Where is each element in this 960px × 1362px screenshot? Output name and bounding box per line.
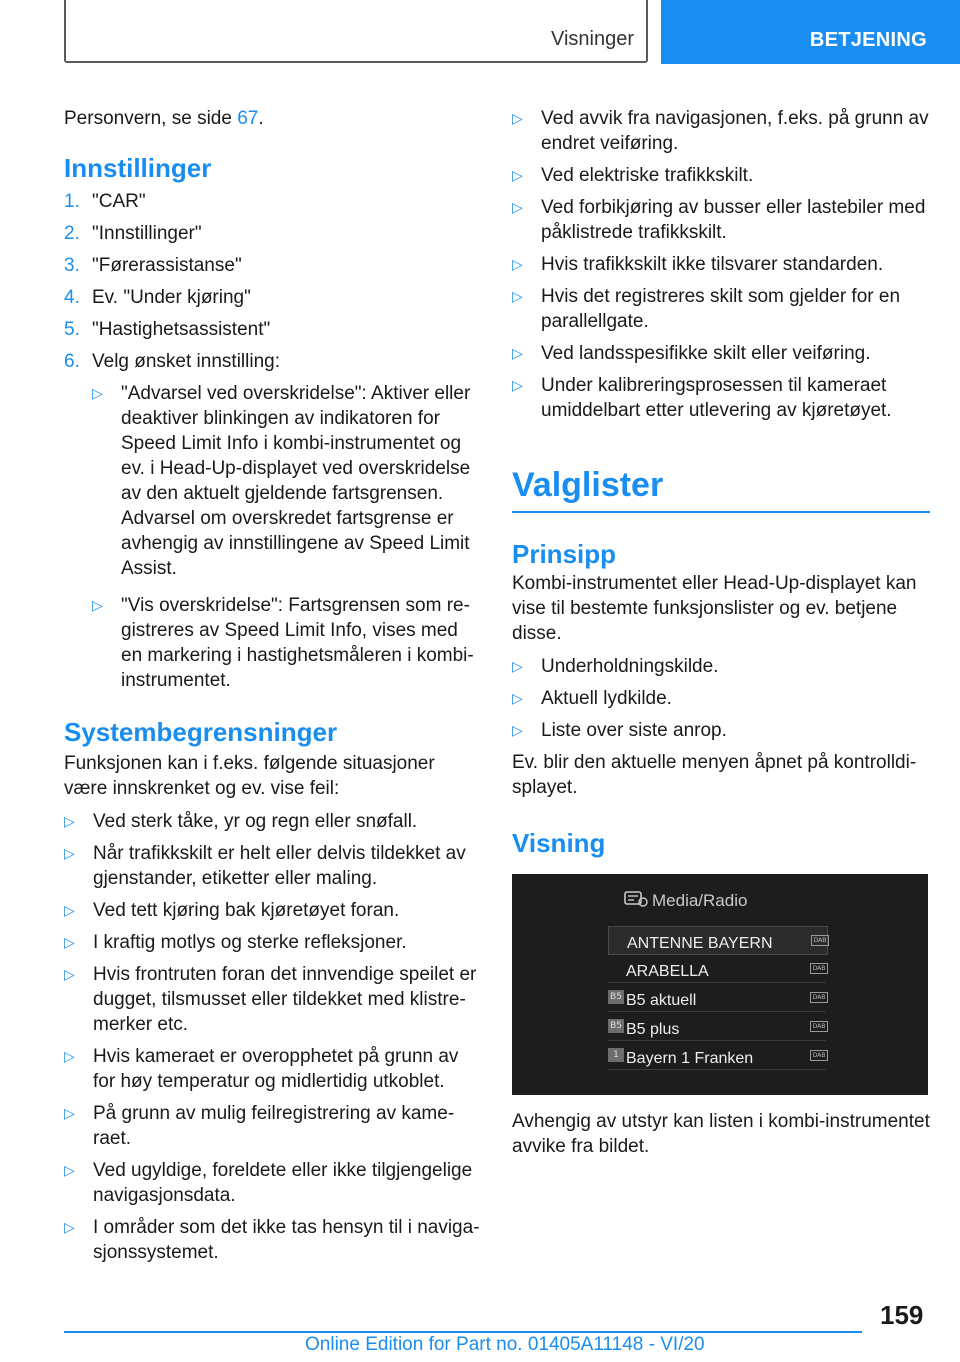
step-item (64, 285, 480, 310)
station-label: B5 plus (626, 1021, 680, 1038)
step-text: "CAR" (92, 191, 146, 212)
station-label: Bayern 1 Franken (626, 1050, 754, 1067)
principle-text: Kombi-instrumentet eller Head-Up-displayet kan vise til bestemte funksjonslister og ev. betjene disse. (512, 573, 917, 644)
principle-note: Ev. blir den aktuelle menyen åpnet på kontrolldisplayet. (512, 752, 917, 798)
triangle-bullet-icon: ▷ (92, 597, 103, 613)
triangle-bullet-icon: ▷ (64, 1162, 75, 1178)
limit-text: Hvis kameraet er overopphetet på grunn av for høy temperatur og midlertidig utkoblet. (93, 1046, 459, 1092)
limit-text: Ved elektriske trafikkskilt. (541, 165, 754, 186)
dab-badge: DAB (811, 935, 829, 946)
option-text: "Vis overskridelse": Fartsgrensen som registreres av Speed Limit Info, vises med en markering i hastighetsmåleren i kombiinstrumentet. (121, 595, 474, 691)
limit-text: Ved sterk tåke, yr og regn eller snøfall. (93, 811, 418, 832)
dab-badge: DAB (810, 963, 828, 974)
dab-badge: DAB (810, 992, 828, 1003)
limit-text: På grunn av mulig feilregistrering av kameraet. (93, 1103, 455, 1149)
step-item (64, 221, 480, 246)
triangle-bullet-icon: ▷ (512, 256, 523, 272)
option-list (64, 381, 480, 693)
step-number: 1. (64, 191, 80, 212)
step-text: "Hastighetsassistent" (92, 319, 271, 340)
limit-text: Ved forbikjøring av busser eller lastebiler med påklistrede trafikkskilt. (541, 197, 926, 243)
station-logo: B5 (608, 990, 624, 1004)
station-row[interactable] (608, 955, 826, 983)
limit-text: Ved avvik fra navigasjonen, f.eks. på grunn av endret veiføring. (541, 108, 929, 154)
list-item (64, 809, 480, 834)
limit-text: Hvis frontruten foran det innvendige speilet er dugget, tilsmusset eller tildekket med klistremerker etc. (93, 964, 477, 1035)
list-item (64, 898, 480, 923)
list-item (512, 373, 930, 423)
step-item (64, 349, 480, 374)
media-radio-icon (624, 888, 648, 908)
limit-text: Ved ugyldige, foreldete eller ikke tilgjengelige navigasjonsdata. (93, 1160, 473, 1206)
triangle-bullet-icon: ▷ (92, 385, 103, 401)
limit-text: Ved landsspesifikke skilt eller veiføring. (541, 343, 871, 364)
station-logo: B5 (608, 1019, 624, 1033)
list-item (512, 163, 930, 188)
screen-title: Media/Radio (652, 891, 748, 910)
step-number: 6. (64, 351, 80, 372)
triangle-bullet-icon: ▷ (64, 934, 75, 950)
edition-text: Online Edition for Part no. 01405A11148 - VI/20 (305, 1334, 705, 1355)
station-row[interactable] (608, 1013, 826, 1041)
dab-badge: DAB (810, 1021, 828, 1032)
settings-heading: Innstillinger (64, 153, 212, 183)
step-number: 3. (64, 255, 80, 276)
option-text: "Advarsel ved overskridelse": Aktiver eller deaktiver blinkingen av indikatoren for Speed Limit Info i kombi-instrumentet og ev. i Head-Up-displayet ved overskridelse av den aktuelt gjeldende fartsgrensen. Advarsel om overskredet fartsgrense er avhengig av innstillingene av Speed Limit Assist. (121, 383, 471, 579)
list-item (64, 930, 480, 955)
step-number: 2. (64, 223, 80, 244)
page-link[interactable]: 67 (237, 108, 259, 129)
station-row[interactable] (608, 984, 826, 1012)
triangle-bullet-icon: ▷ (512, 110, 523, 126)
station-row[interactable] (608, 1042, 826, 1070)
step-item (64, 317, 480, 342)
station-label: ANTENNE BAYERN (627, 935, 773, 952)
step-text: "Førerassistanse" (92, 255, 242, 276)
limits-list (64, 809, 480, 1265)
left-column (64, 100, 480, 1272)
triangle-bullet-icon: ▷ (512, 722, 523, 738)
intro-text (64, 106, 480, 131)
list-item (512, 284, 930, 334)
station-label: ARABELLA (626, 963, 709, 980)
triangle-bullet-icon: ▷ (512, 167, 523, 183)
triangle-bullet-icon: ▷ (64, 1048, 75, 1064)
step-item (64, 189, 480, 214)
limit-text: Ved tett kjøring bak kjøretøyet foran. (93, 900, 400, 921)
limit-text: I kraftig motlys og sterke refleksjoner. (93, 932, 407, 953)
instrument-cluster-screenshot (512, 874, 928, 1095)
step-number: 4. (64, 287, 80, 308)
dab-badge: DAB (810, 1050, 828, 1061)
triangle-bullet-icon: ▷ (64, 902, 75, 918)
list-item (512, 195, 930, 245)
limits-list-continued (512, 106, 930, 423)
list-item (64, 841, 480, 891)
principle-heading: Prinsipp (512, 539, 617, 569)
triangle-bullet-icon: ▷ (512, 690, 523, 706)
limit-text: Hvis det registreres skilt som gjelder for en parallellgate. (541, 286, 901, 332)
intro-prefix: Personvern, se side (64, 108, 238, 129)
settings-steps (64, 189, 480, 374)
limit-text: I områder som det ikke tas hensyn til i navigasjonssystemet. (93, 1217, 480, 1263)
list-item (64, 1158, 480, 1208)
step-text: Velg ønsket innstilling: (92, 351, 280, 372)
item-text: Liste over siste anrop. (541, 720, 727, 741)
step-text: Ev. "Under kjøring" (92, 287, 251, 308)
triangle-bullet-icon: ▷ (64, 1219, 75, 1235)
list-item (512, 106, 930, 156)
step-text: "Innstillinger" (92, 223, 202, 244)
list-item (512, 252, 930, 277)
heading-rule (512, 511, 930, 513)
station-row[interactable] (608, 926, 828, 955)
limit-text: Når trafikkskilt er helt eller delvis tildekket av gjenstander, etiketter eller maling. (93, 843, 466, 889)
page-header (0, 0, 960, 66)
step-item (64, 253, 480, 278)
list-item (512, 718, 930, 743)
station-logo: 1 (608, 1048, 624, 1062)
header-section-tab (661, 0, 960, 64)
list-item (512, 654, 930, 679)
triangle-bullet-icon: ▷ (64, 813, 75, 829)
right-column (512, 100, 930, 1159)
station-label: B5 aktuell (626, 992, 697, 1009)
triangle-bullet-icon: ▷ (512, 377, 523, 393)
step-number: 5. (64, 319, 80, 340)
limit-text: Under kalibreringsprosessen til kameraet umiddelbart etter utlevering av kjøretøyet. (541, 375, 892, 421)
triangle-bullet-icon: ▷ (64, 966, 75, 982)
limits-intro: Funksjonen kan i f.eks. følgende situasjoner være innskrenket og ev. vise feil: (64, 753, 435, 799)
list-item (64, 1215, 480, 1265)
intro-suffix: . (258, 108, 264, 129)
list-item (64, 1044, 480, 1094)
page-number: 159 (880, 1300, 924, 1330)
list-item (512, 686, 930, 711)
image-caption: Avhengig av utstyr kan listen i kombi-instrumentet avvike fra bildet. (512, 1111, 930, 1157)
list-item (92, 593, 480, 693)
principle-list (512, 654, 930, 743)
lists-heading: Valglister (512, 466, 664, 504)
triangle-bullet-icon: ▷ (64, 1105, 75, 1121)
triangle-bullet-icon: ▷ (512, 658, 523, 674)
item-text: Aktuell lydkilde. (541, 688, 672, 709)
list-item (92, 381, 480, 581)
header-chapter-box (64, 0, 648, 63)
display-heading: Visning (512, 828, 606, 858)
limits-heading: Systembegrensninger (64, 717, 338, 747)
section-title: BETJENING (809, 29, 927, 51)
list-item (64, 962, 480, 1037)
item-text: Underholdningskilde. (541, 656, 719, 677)
chapter-title: Visninger (550, 28, 634, 50)
triangle-bullet-icon: ▷ (512, 345, 523, 361)
triangle-bullet-icon: ▷ (512, 199, 523, 215)
limit-text: Hvis trafikkskilt ikke tilsvarer standarden. (541, 254, 884, 275)
list-item (512, 341, 930, 366)
footer-rule (64, 1331, 862, 1333)
triangle-bullet-icon: ▷ (512, 288, 523, 304)
list-item (64, 1101, 480, 1151)
triangle-bullet-icon: ▷ (64, 845, 75, 861)
